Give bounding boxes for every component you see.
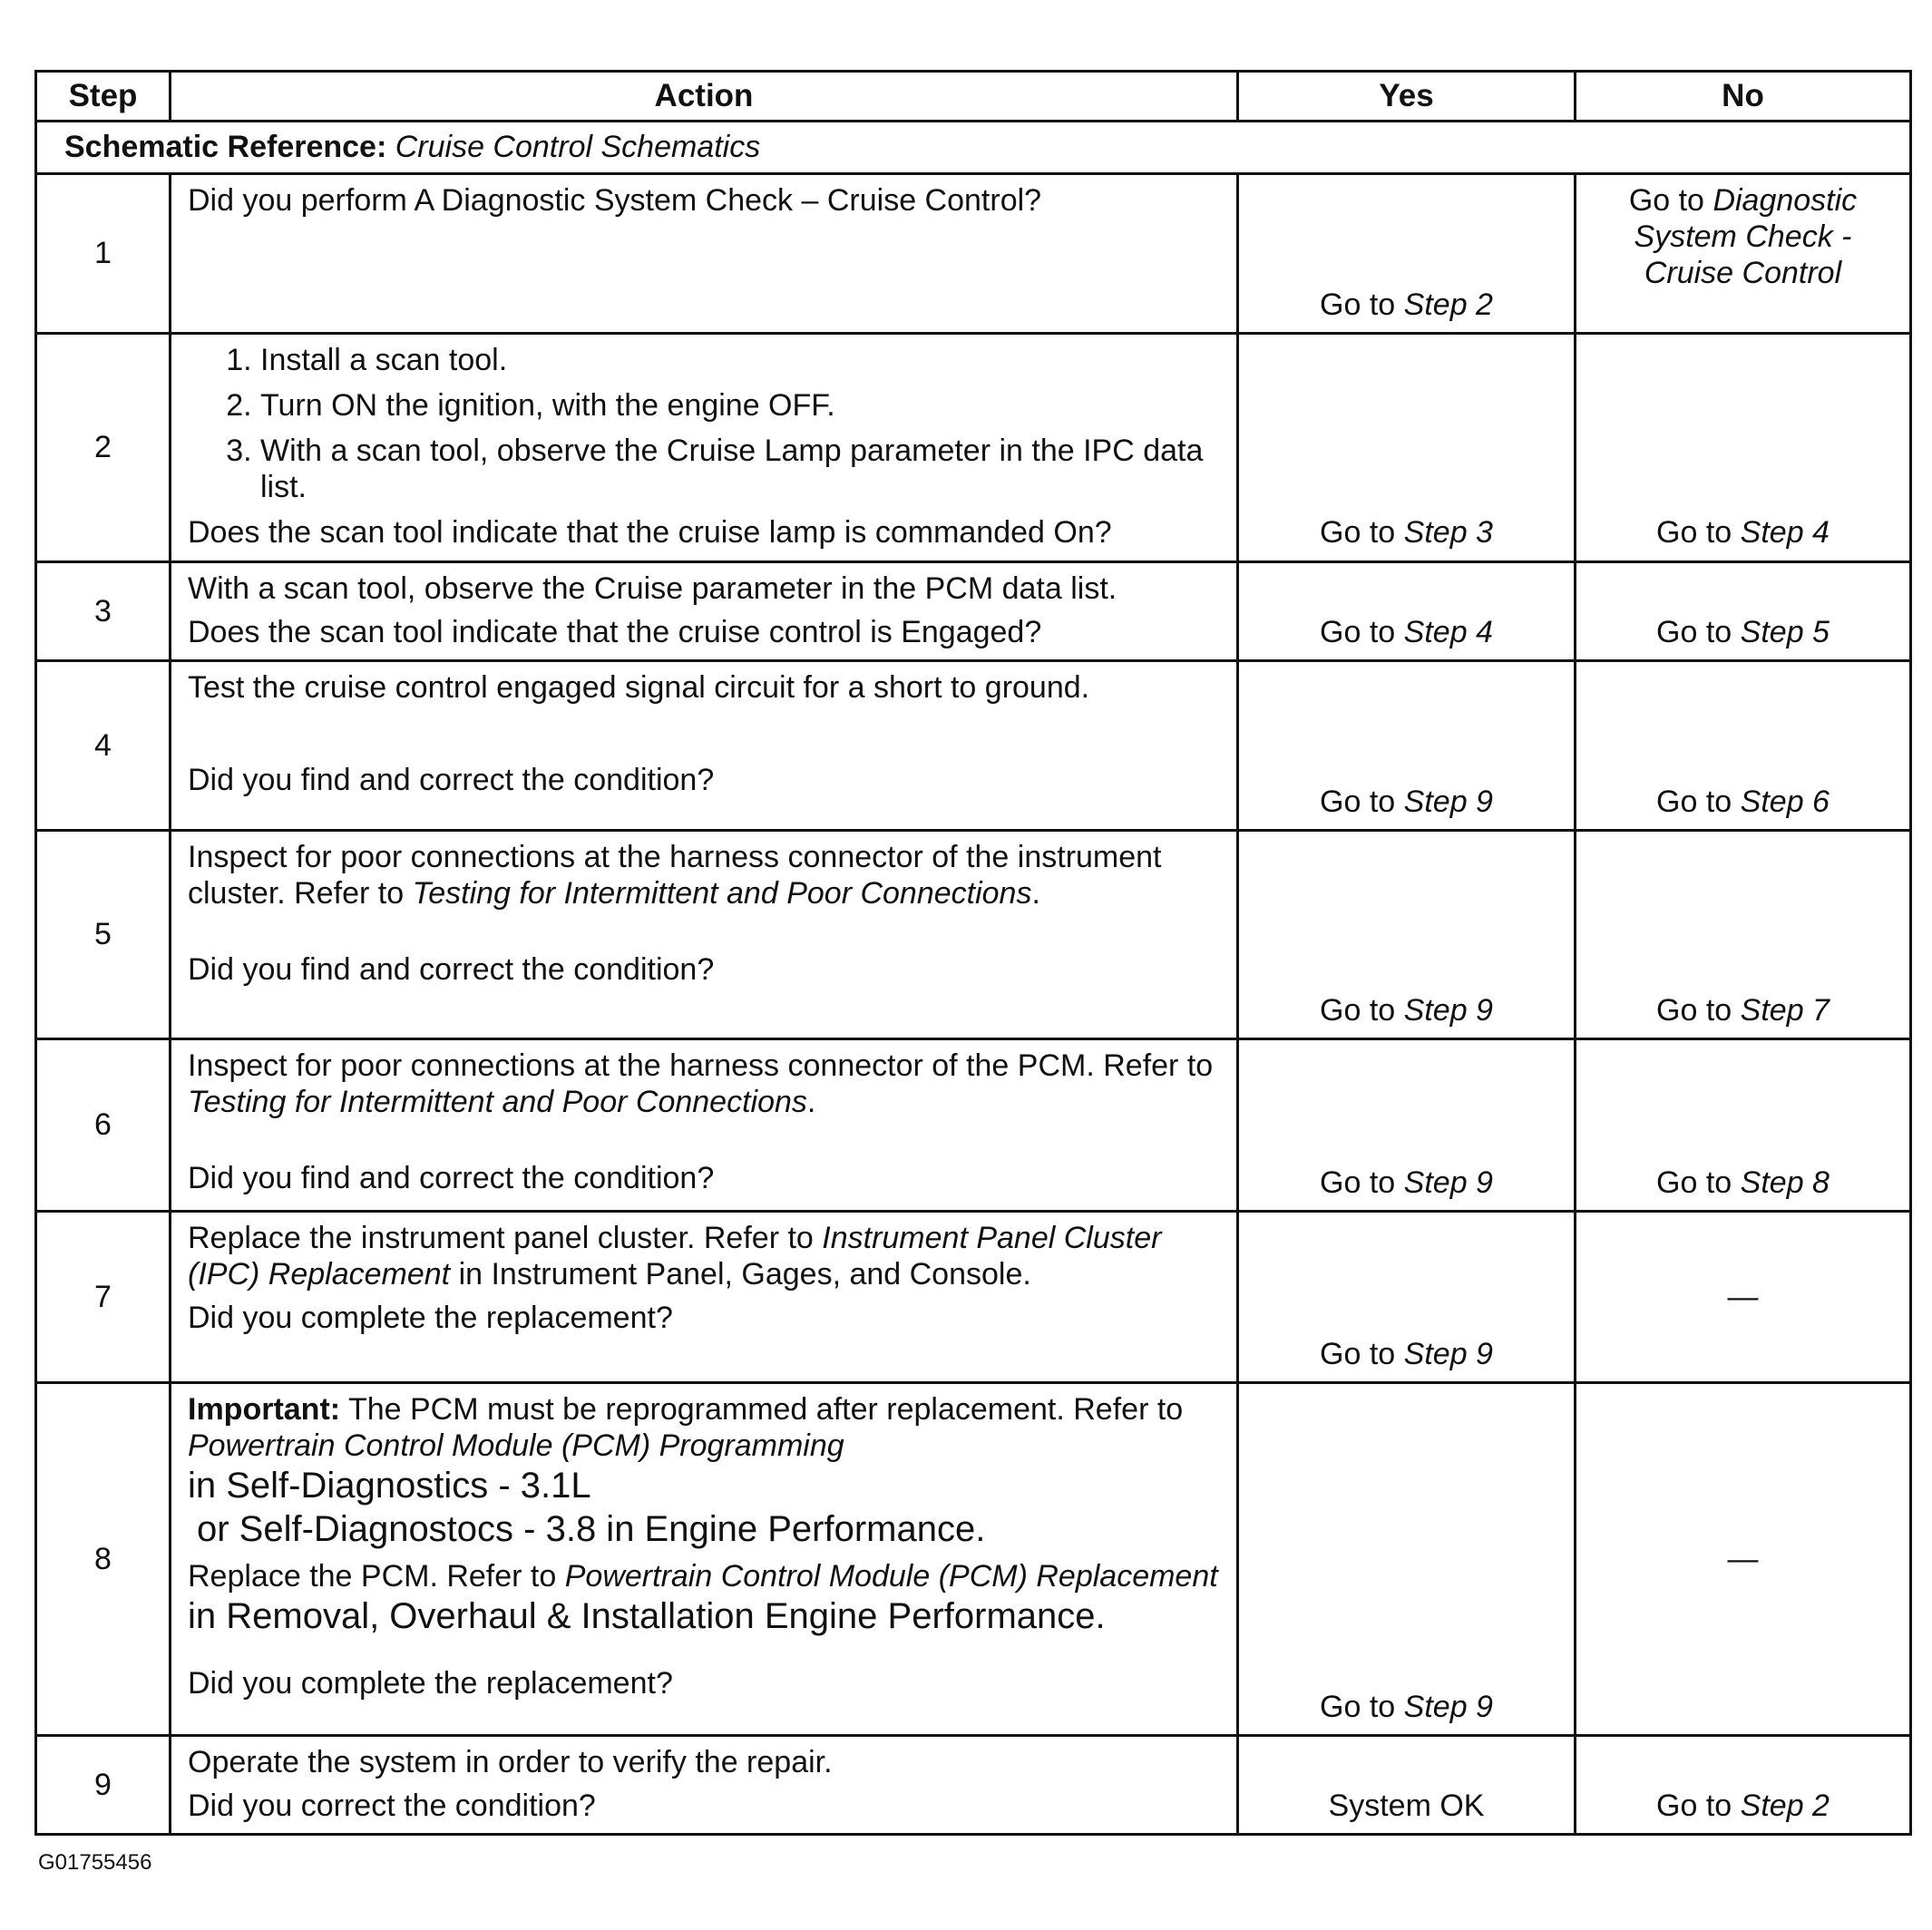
schematic-label: Schematic Reference: <box>64 130 387 165</box>
action-cell <box>171 174 1238 334</box>
header-action: Action <box>171 72 1238 122</box>
reference-link[interactable]: Instrument Panel Cluster (IPC) Replacement <box>188 1220 1162 1292</box>
yes-link[interactable]: Step 9 <box>1403 1689 1493 1724</box>
action-cell <box>171 1735 1238 1834</box>
goto-label: Go to <box>1320 1689 1396 1724</box>
figure-code: G01755456 <box>38 1850 152 1875</box>
step-number: 6 <box>36 1038 171 1211</box>
important-text: in Self-Diagnostics - 3.1L <box>188 1465 591 1506</box>
no-link[interactable]: Step 2 <box>1740 1788 1830 1823</box>
question-text: Does the scan tool indicate that the cruise lamp is commanded On? <box>188 515 1112 551</box>
action-text: in Instrument Panel, Gages, and Console. <box>458 1256 1031 1292</box>
action-cell <box>171 1382 1238 1735</box>
yes-text: System OK <box>1328 1788 1485 1823</box>
reference-link[interactable]: Powertrain Control Module (PCM) Programming <box>188 1428 844 1463</box>
reference-link[interactable]: Powertrain Control Module (PCM) Replacement <box>564 1558 1218 1594</box>
no-cell <box>1576 1735 1911 1834</box>
no-cell <box>1576 1382 1911 1735</box>
yes-cell <box>1238 1211 1576 1382</box>
table-row <box>36 830 1911 1038</box>
no-link-line3[interactable]: Cruise Control <box>1644 256 1842 291</box>
yes-cell <box>1238 1735 1576 1834</box>
reference-link[interactable]: Testing for Intermittent and Poor Connections <box>188 1084 807 1119</box>
no-link[interactable]: Step 4 <box>1740 515 1830 551</box>
action-list <box>188 342 1225 505</box>
goto-label: Go to <box>1320 515 1396 551</box>
table-row <box>36 1038 1911 1211</box>
action-text: Replace the instrument panel cluster. Refer to <box>188 1220 814 1255</box>
yes-link[interactable]: Step 4 <box>1403 614 1493 649</box>
no-link[interactable]: Step 7 <box>1740 992 1830 1028</box>
yes-link[interactable]: Step 3 <box>1403 515 1493 551</box>
schematic-link[interactable]: Cruise Control Schematics <box>395 130 761 165</box>
header-no: No <box>1576 72 1911 122</box>
important-note <box>188 1391 1225 1464</box>
no-dash: — <box>1727 1279 1759 1314</box>
goto-label: Go to <box>1320 614 1396 649</box>
action-text: . <box>1031 875 1040 911</box>
goto-label: Go to <box>1656 992 1732 1028</box>
yes-cell <box>1238 334 1576 562</box>
action-text: Test the cruise control engaged signal circuit for a short to ground. <box>188 669 1090 705</box>
action-text: . <box>806 1084 816 1119</box>
goto-label: Go to <box>1628 183 1704 218</box>
header-yes: Yes <box>1238 72 1576 122</box>
yes-cell <box>1238 1382 1576 1735</box>
no-link[interactable]: Diagnostic <box>1712 183 1858 218</box>
yes-cell <box>1238 174 1576 334</box>
table-row <box>36 1382 1911 1735</box>
yes-link[interactable]: Step 9 <box>1403 784 1493 819</box>
yes-cell <box>1238 1038 1576 1211</box>
no-cell <box>1576 1038 1911 1211</box>
action-cell <box>171 334 1238 562</box>
table-row <box>36 660 1911 830</box>
no-cell <box>1576 561 1911 660</box>
goto-label: Go to <box>1320 992 1396 1028</box>
action-text: Did you perform A Diagnostic System Check – Cruise Control? <box>188 183 1042 218</box>
action-text: in Removal, Overhaul & Installation Engine Performance. <box>188 1596 1106 1637</box>
header-step: Step <box>36 72 171 122</box>
question-text: Did you correct the condition? <box>188 1788 596 1823</box>
action-text: Inspect for poor connections at the harness connector of the PCM. Refer to <box>188 1048 1214 1083</box>
step-number: 7 <box>36 1211 171 1382</box>
table-row <box>36 174 1911 334</box>
question-text: Did you find and correct the condition? <box>188 762 715 797</box>
yes-cell <box>1238 660 1576 830</box>
schematic-reference-row <box>36 122 1911 174</box>
yes-link[interactable]: Step 9 <box>1403 992 1493 1028</box>
step-number: 4 <box>36 660 171 830</box>
yes-cell <box>1238 561 1576 660</box>
action-cell <box>171 830 1238 1038</box>
no-link-line2[interactable]: System Check - <box>1634 219 1852 255</box>
question-text: Did you find and correct the condition? <box>188 951 715 987</box>
table-row <box>36 334 1911 562</box>
step-number: 5 <box>36 830 171 1038</box>
list-item: 3. With a scan tool, observe the Cruise Lamp parameter in the IPC data list. <box>260 433 1225 505</box>
important-text: or Self-Diagnostocs - 3.8 in Engine Performance. <box>197 1508 986 1549</box>
step-number: 1 <box>36 174 171 334</box>
action-cell <box>171 1211 1238 1382</box>
goto-label: Go to <box>1656 1788 1732 1823</box>
schematic-reference <box>36 122 1911 174</box>
goto-label: Go to <box>1320 784 1396 819</box>
no-cell <box>1576 660 1911 830</box>
goto-label: Go to <box>1656 784 1732 819</box>
question-text: Did you find and correct the condition? <box>188 1160 715 1195</box>
important-label: Important: <box>188 1391 341 1427</box>
action-cell <box>171 561 1238 660</box>
table-row <box>36 561 1911 660</box>
no-link[interactable]: Step 5 <box>1740 614 1830 649</box>
no-cell <box>1576 174 1911 334</box>
no-link[interactable]: Step 6 <box>1740 784 1830 819</box>
action-text: Replace the PCM. Refer to <box>188 1558 557 1594</box>
reference-link[interactable]: Testing for Intermittent and Poor Connections <box>412 875 1032 911</box>
goto-label: Go to <box>1656 515 1732 551</box>
question-text: Does the scan tool indicate that the cruise control is Engaged? <box>188 614 1042 649</box>
action-cell <box>171 1038 1238 1211</box>
goto-label: Go to <box>1656 614 1732 649</box>
step-number: 3 <box>36 561 171 660</box>
question-text: Did you complete the replacement? <box>188 1300 673 1335</box>
no-cell <box>1576 1211 1911 1382</box>
yes-cell <box>1238 830 1576 1038</box>
goto-label: Go to <box>1320 1336 1396 1371</box>
question-text: Did you complete the replacement? <box>188 1666 673 1701</box>
list-item: 2. Turn ON the ignition, with the engine OFF. <box>260 387 1225 424</box>
step-number: 2 <box>36 334 171 562</box>
yes-link[interactable]: Step 9 <box>1403 1165 1493 1200</box>
diagnostic-table <box>34 70 1912 1836</box>
action-text: Inspect for poor connections at the harness connector of the instrument cluster. Refer to <box>188 839 1162 911</box>
goto-label: Go to <box>1656 1165 1732 1200</box>
step-number: 9 <box>36 1735 171 1834</box>
header-row <box>36 72 1911 122</box>
yes-link[interactable]: Step 2 <box>1403 287 1493 322</box>
list-item: 1. Install a scan tool. <box>260 342 1225 378</box>
step-number: 8 <box>36 1382 171 1735</box>
goto-label: Go to <box>1320 1165 1396 1200</box>
goto-label: Go to <box>1320 287 1396 322</box>
no-cell <box>1576 334 1911 562</box>
important-text: The PCM must be reprogrammed after replacement. Refer to <box>347 1391 1184 1427</box>
table-row <box>36 1211 1911 1382</box>
no-cell <box>1576 830 1911 1038</box>
table-row <box>36 1735 1911 1834</box>
no-dash: — <box>1727 1541 1759 1576</box>
action-cell <box>171 660 1238 830</box>
no-link[interactable]: Step 8 <box>1740 1165 1830 1200</box>
yes-link[interactable]: Step 9 <box>1403 1336 1493 1371</box>
action-text: With a scan tool, observe the Cruise parameter in the PCM data list. <box>188 570 1117 606</box>
action-text: Operate the system in order to verify the repair. <box>188 1744 833 1779</box>
